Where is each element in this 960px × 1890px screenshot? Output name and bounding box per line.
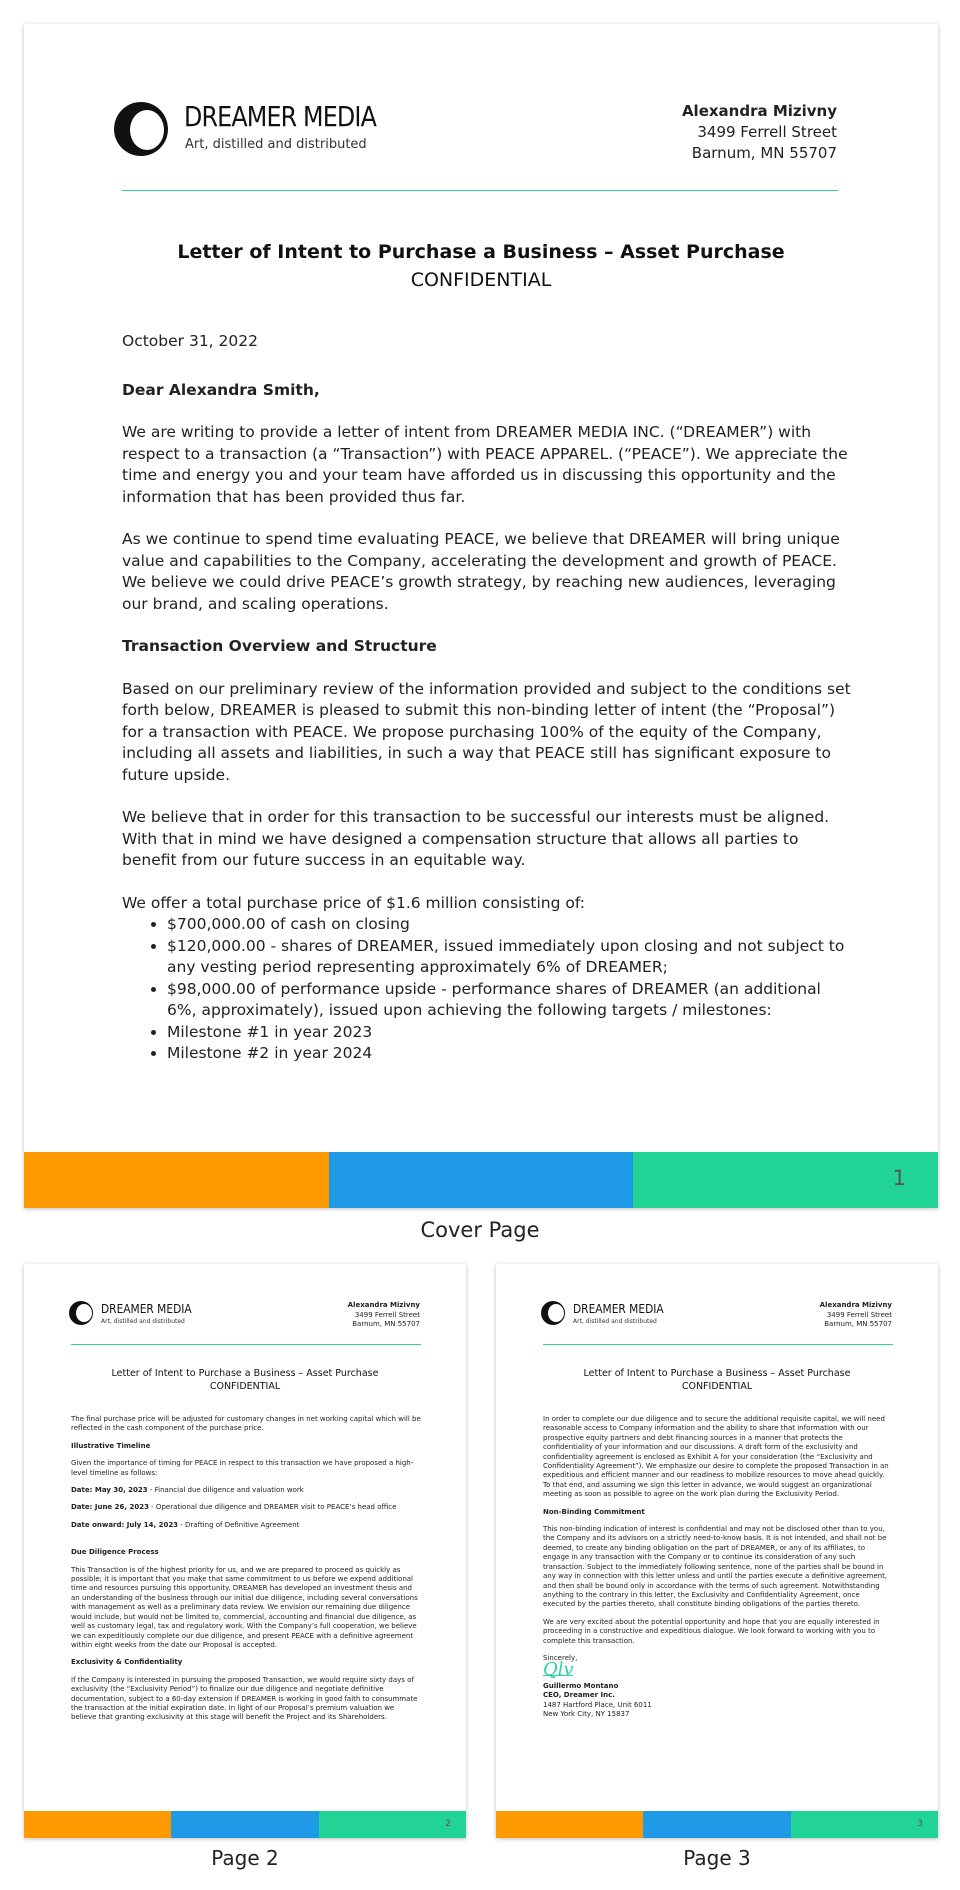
recipient-city: Barnum, MN 55707 <box>824 1320 892 1328</box>
document-title <box>496 1367 938 1393</box>
list-item: • $120,000.00 - shares of DREAMER, issued immediately upon closing and not subject to any vesting period representing approximately 6% of DREAMER; <box>167 936 852 979</box>
section-heading: Illustrative Timeline <box>71 1441 151 1450</box>
timeline-text: - Operational due diligence and DREAMER visit to PEACE’s head office <box>148 1503 397 1512</box>
document-title <box>24 1367 466 1393</box>
recipient-name: Alexandra Mizivny <box>347 1301 420 1309</box>
caption-cover: Cover Page <box>420 1218 540 1242</box>
page-number: 2 <box>445 1819 451 1829</box>
crescent-ring-icon <box>69 1301 93 1325</box>
list-item: • $98,000.00 of performance upside - performance shares of DREAMER (an additional 6%, approximately), issued upon achieving the following targets / milestones: <box>167 979 852 1022</box>
recipient-street: 3499 Ferrell Street <box>354 1310 420 1319</box>
recipient-street: 3499 Ferrell Street <box>697 123 837 141</box>
recipient-address <box>820 1301 892 1330</box>
footer-orange <box>24 1811 171 1838</box>
timeline-item <box>71 1521 421 1530</box>
footer-blue <box>171 1811 318 1838</box>
header-divider <box>71 1344 421 1345</box>
document-title <box>24 238 938 294</box>
signature: Qlv <box>543 1659 574 1681</box>
timeline-date: Date onward: July 14, 2023 <box>71 1520 179 1529</box>
color-footer <box>496 1811 938 1838</box>
section-heading: Non-Binding Commitment <box>543 1507 645 1516</box>
brand-name: DREAMER MEDIA <box>101 1301 192 1316</box>
recipient-address <box>682 101 837 164</box>
closing: Sincerely, <box>543 1653 578 1662</box>
salutation: Dear Alexandra Smith, <box>122 380 320 399</box>
section-heading: Transaction Overview and Structure <box>122 637 437 655</box>
cover-page <box>24 24 938 1208</box>
brand-name: DREAMER MEDIA <box>184 100 377 133</box>
section-heading: Due Diligence Process <box>71 1548 159 1557</box>
crescent-ring-icon <box>114 102 168 156</box>
offer-list <box>122 914 852 1065</box>
caption-page-3: Page 3 <box>683 1846 751 1870</box>
title-main: Letter of Intent to Purchase a Business – Asset Purchase <box>177 241 785 263</box>
title-confidential: CONFIDENTIAL <box>209 1381 281 1392</box>
timeline-date: Date: June 26, 2023 <box>71 1503 149 1512</box>
paragraph: We believe that in order for this transaction to be successful our interests must be aligned. With that in mind we have designed a compensation structure that allows all parties to benefit from our future success in an equitable way. <box>122 808 830 869</box>
page-2 <box>24 1264 466 1838</box>
letter-body <box>122 331 852 1065</box>
footer-green <box>319 1811 466 1838</box>
paragraph: Based on our preliminary review of the information provided and subject to the conditions set forth below, DREAMER is pleased to submit this non-binding letter of intent (the “Proposal”) for a transaction with PEACE. We propose purchasing 100% of the equity of the Company, including all assets and liabilities, in such a way that PEACE still has significant exposure to future upside. <box>122 679 851 784</box>
paragraph: If the Company is interested in pursuing the proposed Transaction, we would require sixty days of exclusivity (the “Exclusivity Period”) to finalize our due diligence and negotiate definitive documentation, subject to a 60-day extension if DREAMER is working in good faith to consummate the transaction at the initial expiration date. In light of our Proposal’s premium valuation we believe that granting exclusivity at this stage will benefit the Project and its Shareholders. <box>71 1675 418 1722</box>
recipient-city: Barnum, MN 55707 <box>352 1320 420 1328</box>
title-main: Letter of Intent to Purchase a Business – Asset Purchase <box>583 1368 851 1379</box>
offer-intro: We offer a total purchase price of $1.6 million consisting of: <box>122 893 585 912</box>
recipient-city: Barnum, MN 55707 <box>691 144 837 162</box>
color-footer <box>24 1152 938 1208</box>
brand-tagline: Art, distilled and distributed <box>101 1318 185 1325</box>
letter-date: October 31, 2022 <box>122 332 258 350</box>
paragraph: We are very excited about the potential opportunity and hope that you are equally interested in proceeding in a constructive and expeditious dialogue. We look forward to working with you to complete this transaction. <box>543 1617 880 1645</box>
page-number: 3 <box>917 1819 923 1829</box>
header-divider <box>122 190 838 191</box>
list-item: • $700,000.00 of cash on closing <box>167 914 852 936</box>
page-3-body <box>543 1415 893 1719</box>
brand-tagline: Art, distilled and distributed <box>185 137 367 152</box>
title-main: Letter of Intent to Purchase a Business – Asset Purchase <box>111 1368 379 1379</box>
page-2-body <box>71 1415 421 1731</box>
timeline-date: Date: May 30, 2023 <box>71 1486 148 1495</box>
footer-blue <box>643 1811 790 1838</box>
signer-address: 1487 Hartford Place, Unit 6011 <box>543 1700 652 1709</box>
list-item: • Milestone #1 in year 2023 <box>167 1022 852 1044</box>
title-confidential: CONFIDENTIAL <box>681 1381 753 1392</box>
paragraph: We are writing to provide a letter of intent from DREAMER MEDIA INC. (“DREAMER”) with respect to a transaction (a “Transaction”) with PEACE APPAREL. (“PEACE”). We appreciate the time and energy you and your team have afforded us in discussing this opportunity and the information that has been provided thus far. <box>122 423 848 506</box>
paragraph: This non-binding indication of interest is confidential and may not be disclosed other than to you, the Company and its advisors on a strictly need-to-know basis. It is not intended, and shall not be deemed, to create any binding obligation on the part of DREAMER, or any of its affiliates, to engage in any transaction with the Company or to continue its consideration of any such transaction. Subject to the immediately following sentence, none of the parties shall be bound in any way in connection with this letter unless and until the parties execute a definitive agreement, and then shall be bound only in accordance with the terms of such agreement. Notwithstanding anything to the contrary in this letter, the Exclusivity and Confidentiality Agreement, once executed by the parties thereto, shall constitute binding obligations of the parties thereto. <box>543 1525 888 1609</box>
paragraph: Given the importance of timing for PEACE in respect to this transaction we have proposed a high-level timeline as follows: <box>71 1459 414 1477</box>
timeline-text: - Drafting of Definitive Agreement <box>178 1520 300 1529</box>
signer-name: Guillermo Montano <box>543 1681 619 1690</box>
paragraph: The final purchase price will be adjusted for customary changes in net working capital which will be reflected in the cash component of the purchase price. <box>71 1415 421 1433</box>
caption-page-2: Page 2 <box>211 1846 279 1870</box>
title-confidential: CONFIDENTIAL <box>410 269 552 291</box>
crescent-ring-icon <box>541 1301 565 1325</box>
recipient-address <box>348 1301 420 1330</box>
timeline-item <box>71 1503 421 1512</box>
page-3 <box>496 1264 938 1838</box>
brand-tagline: Art, distilled and distributed <box>573 1318 657 1325</box>
footer-blue <box>329 1152 634 1208</box>
page-number: 1 <box>892 1166 907 1190</box>
paragraph: This Transaction is of the highest priority for us, and we are prepared to proceed as quickly as possible; it is important that you make that same commitment to us before we expend additional time and resources pursuing this opportunity. DREAMER has developed an investment thesis and an understanding of the business through our initial due diligence, including several conversations with management as well as a preliminary data review. We envision our remaining due diligence would include, but would not be limited to, commercial, accounting and financial due diligence, as well as customary legal, tax and regulatory work. With the Company’s full cooperation, we believe we can expeditiously complete our due diligence, and present PEACE with a definitive agreement within eight weeks from the date our Proposal is accepted. <box>71 1565 418 1649</box>
timeline-item <box>71 1486 421 1495</box>
header-divider <box>543 1344 893 1345</box>
color-footer <box>24 1811 466 1838</box>
timeline-text: - Financial due diligence and valuation work <box>147 1486 304 1495</box>
signer-address: New York City, NY 15837 <box>543 1709 630 1718</box>
brand-name: DREAMER MEDIA <box>573 1301 664 1316</box>
recipient-name: Alexandra Mizivny <box>681 102 837 120</box>
list-item: • Milestone #2 in year 2024 <box>167 1043 852 1065</box>
section-heading: Exclusivity & Confidentiality <box>71 1658 183 1667</box>
signer-title: CEO, Dreamer Inc. <box>543 1691 615 1700</box>
recipient-name: Alexandra Mizivny <box>819 1301 892 1309</box>
footer-green <box>633 1152 938 1208</box>
footer-green <box>791 1811 938 1838</box>
recipient-street: 3499 Ferrell Street <box>826 1310 892 1319</box>
footer-orange <box>24 1152 329 1208</box>
paragraph: As we continue to spend time evaluating PEACE, we believe that DREAMER will bring unique value and capabilities to the Company, accelerating the development and growth of PEACE. We believe we could drive PEACE’s growth strategy, by reaching new audiences, leveraging our brand, and scaling operations. <box>122 530 840 613</box>
footer-orange <box>496 1811 643 1838</box>
paragraph: In order to complete our due diligence and to secure the additional requisite capital, we will need reasonable access to Company information and the ability to share that information with our prospective equity partners and debt financing sources in a manner that protects the confidentiality of your information and our discussions. A draft form of the exclusivity and confidentiality agreement is enclosed as Exhibit A for your consideration (the “Exclusivity and Confidentiality Agreement”). We emphasize our desire to complete the proposed Transaction in an expeditious and efficient manner and our readiness to mobilize resources to move ahead quickly. To that end, and assuming we sign this letter in advance, we would suggest an organizational meeting as soon as possible to agree on the work plan during the Exclusivity Period. <box>543 1415 889 1499</box>
